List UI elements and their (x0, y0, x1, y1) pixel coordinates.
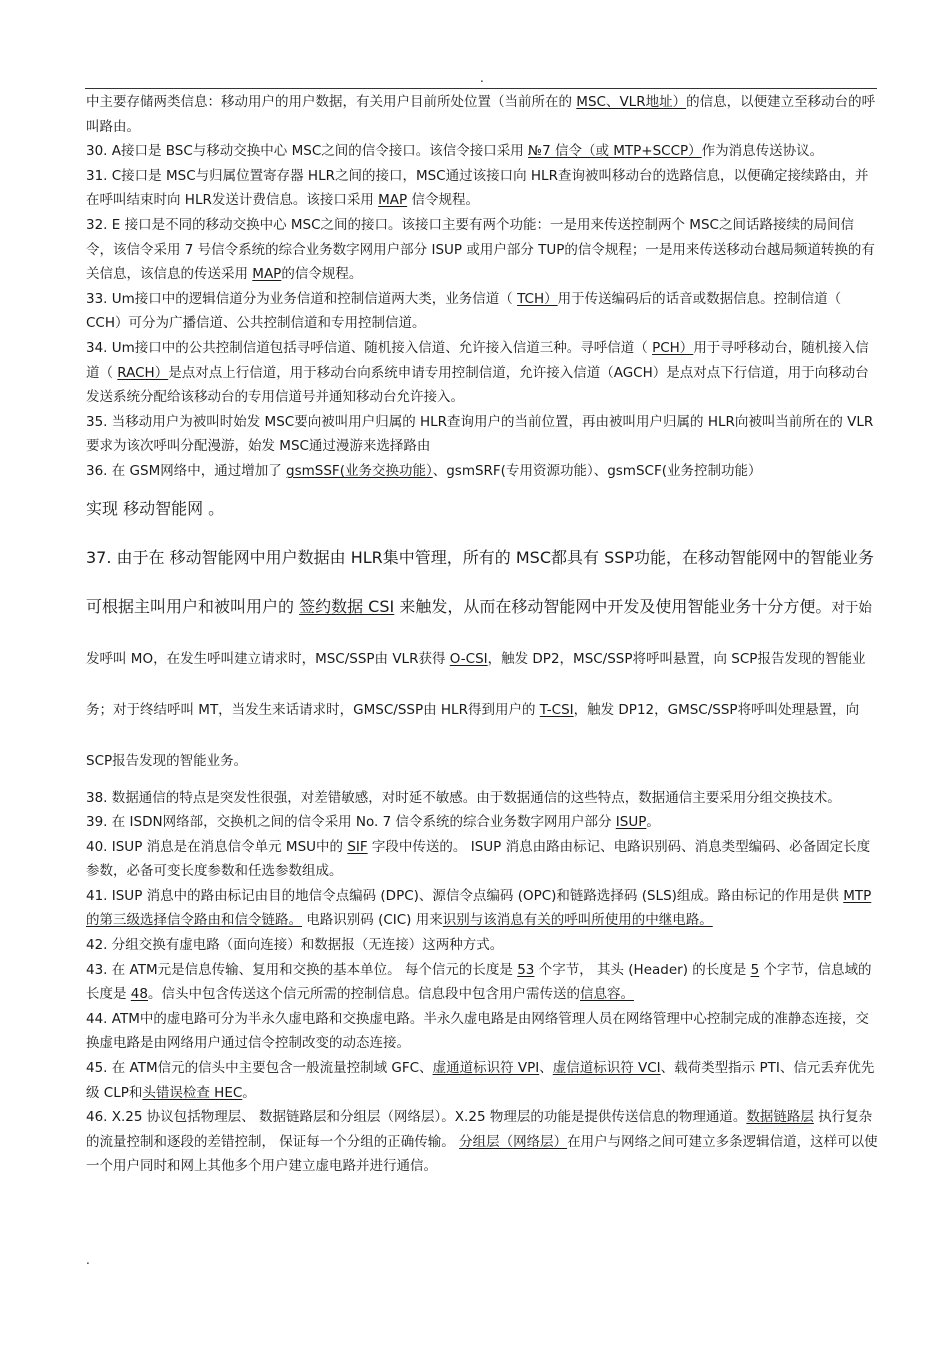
text-run: 个字节，信息域的长度是 (86, 961, 872, 1003)
text-run: 、载荷类型指示 PTI、信元丢弃优先级 CLP和 (86, 1060, 875, 1101)
text-run: 是点对点上行信道，用于移动台向系统申请专用控制信道，允许接入信道（AGCH）是点对点下行信道，用于向移动台发送系统分配给该移动台的专用信道号并通知移动台允许接入。 (86, 364, 869, 406)
text-run: 作为消息传送协议。 (701, 143, 824, 160)
paragraph (86, 139, 878, 164)
text-run: 33. Um接口中的逻辑信道分为业务信道和控制信道两大类，业务信道（ (86, 290, 518, 307)
answer-underlined: MAP (252, 266, 282, 283)
text-run: 个字节， 其头 (Header) 的长度是 (534, 961, 751, 978)
paragraph (86, 933, 878, 958)
answer-underlined: SIF (347, 838, 368, 855)
answer-underlined: PCH） (652, 339, 694, 356)
text-run: 46. X.25 协议包括物理层、 数据链路层和分组层（网络层）。X.25 物理层的功能是提供传送信息的物理通道。 (86, 1109, 747, 1126)
text-run: ，触发 DP2，MSC/SSP将呼叫悬置，向 SCP报告发现的智能业务；对于终结呼叫 MT，当发生来话请求时，GMSC/SSP由 HLR得到用户的 (86, 650, 866, 718)
answer-underlined: MSC、VLR地址） (576, 94, 687, 110)
text-run: 的信令规程。 (281, 266, 363, 283)
text-run: 的信息，以便建立至移动台的呼叫路由。 (86, 94, 876, 135)
text-run: 、gsmSRF(专用资源功能）、gsmSCF(业务控制功能） (432, 462, 762, 479)
text-run: 。信头中包含传送这个信元所需的控制信息。信息段中包含用户需传送的 (147, 986, 580, 1003)
text-run: 字段中传送的。 ISUP 消息由路由标记、电路识别码、消息类型编码、必备固定长度参数，必备可变长度参数和任选参数组成。 (86, 838, 871, 880)
answer-underlined: 48 (130, 986, 148, 1003)
text-run: 对于始发呼叫 MO，在发生呼叫建立请求时，MSC/SSP由 VLR获得 (86, 599, 872, 667)
answer-underlined: MAP (378, 192, 408, 209)
answer-underlined: MTP的第三级选择信令路由和信令链路。 (86, 887, 872, 929)
text-run: 在用户与网络之间可建立多条逻辑信道，这样可以使一个用户同时和网上其他多个用户建立虚电路并进行通信。 (86, 1133, 878, 1175)
text-run: 42. 分组交换有虚电路（面向连接）和数据报（无连接）这两种方式。 (86, 937, 504, 954)
text-run: 32. E 接口是不同的移动交换中心 MSC之间的接口。该接口主要有两个功能：一是用来传送控制两个 MSC之间话路接续的局间信令，该信令采用 7 号信令系统的综合业务数字网用户部分 ISUP 或用户部分 TUP的信令规程；一是用来传送移动台越局频道转换的有关信息，该信息的传送采用 (86, 216, 875, 283)
answer-underlined: 头错误检查 HEC (142, 1084, 243, 1101)
text-run: 中主要存储两类信息：移动用户的用户数据，有关用户目前所处位置（当前所在的 (86, 94, 577, 110)
paragraph (86, 884, 878, 933)
text-run: 实现 移动智能网 。 (86, 498, 225, 518)
text-run: 35. 当移动用户为被叫时始发 MSC要向被叫用户归属的 HLR查询用户的当前位置，再由被叫用户归属的 HLR向被叫当前所在的 VLR要求为该次呼叫分配漫游，始发 MSC通过漫游来选择路由 (86, 413, 874, 455)
text-run: 、 (539, 1060, 553, 1077)
paragraph (86, 786, 878, 811)
header-rule (85, 88, 877, 89)
answer-underlined: gsmSSF(业务交换功能） (286, 462, 433, 479)
answer-underlined: 识别与该消息有关的呼叫所使用的中继电路。 (442, 912, 713, 929)
text-run: ，触发 DP12，GMSC/SSP将呼叫处理悬置，向 SCP报告发现的智能业务。 (86, 701, 860, 769)
text-run: 43. 在 ATM元是信息传输、复用和交换的基本单位。 每个信元的长度是 (86, 961, 518, 978)
text-run: 执行复杂的流量控制和逐段的差错控制， 保证每一个分组的正确传输。 (86, 1109, 873, 1150)
text-run: 。 (646, 814, 660, 831)
text-run: 。 (242, 1084, 256, 1101)
header-dot: . (480, 71, 484, 85)
paragraph (86, 835, 878, 884)
answer-underlined: RACH） (117, 364, 169, 381)
text-run: 41. ISUP 消息中的路由标记由目的地信令点编码 (DPC)、源信令点编码 (OPC)和链路选择码 (SLS)组成。路由标记的作用是供 (86, 887, 844, 904)
answer-underlined: 信息容。 (579, 986, 634, 1003)
answer-underlined: 数据链路层 (746, 1109, 814, 1126)
text-run: 40. ISUP 消息是在消息信令单元 MSU中的 (86, 838, 348, 855)
text-run: 来触发，从而在移动智能网中开发及使用智能业务十分方便。 (394, 596, 832, 616)
footer-dot: . (86, 1253, 90, 1267)
paragraph (86, 410, 878, 459)
text-run: 用于寻呼移动台，随机接入信道（ (86, 339, 869, 381)
text-run: 34. Um接口中的公共控制信道包括寻呼信道、随机接入信道、允许接入信道三种。寻呼信道（ (86, 339, 653, 356)
paragraph (86, 164, 878, 213)
text-run: 45. 在 ATM信元的信头中主要包含一般流量控制域 GFC、 (86, 1060, 433, 1077)
paragraph (86, 213, 878, 287)
answer-underlined: ISUP (615, 814, 647, 831)
paragraph (86, 484, 878, 533)
paragraph (86, 336, 878, 410)
text-run: 用于传送编码后的话音或数据信息。控制信道（ CCH）可分为广播信道、公共控制信道和专用控制信道。 (86, 290, 842, 332)
answer-underlined: TCH） (517, 290, 558, 307)
text-run: 31. C接口是 MSC与归属位置寄存器 HLR之间的接口，MSC通过该接口向 HLR查询被叫移动台的选路信息，以便确定接续路由，并在呼叫结束时向 HLR发送计费信息。该接口采用 (86, 167, 869, 209)
paragraph (86, 287, 878, 336)
paragraph (86, 958, 878, 1007)
answer-underlined: T-CSI (539, 701, 574, 718)
paragraph (86, 1056, 878, 1105)
paragraph (86, 90, 878, 139)
answer-underlined: 虚信道标识符 VCI (552, 1060, 661, 1077)
text-run: 36. 在 GSM网络中，通过增加了 (86, 462, 287, 479)
answer-underlined: 5 (750, 961, 760, 978)
answer-underlined: 虚通道标识符 VPI (432, 1060, 540, 1077)
answer-underlined: №7 信令（或 MTP+SCCP） (528, 143, 702, 160)
text-run: 44. ATM中的虚电路可分为半永久虚电路和交换虚电路。半永久虚电路是由网络管理人员在网络管理中心控制完成的准静态连接，交换虚电路是由网络用户通过信令控制改变的动态连接。 (86, 1010, 869, 1052)
text-run: 电路识别码 (CIC) 用来 (302, 912, 443, 929)
answer-underlined: O-CSI (449, 650, 488, 667)
document-body (86, 90, 878, 1179)
text-run: 信令规程。 (407, 192, 479, 209)
answer-underlined: 分组层（网络层） (459, 1133, 568, 1150)
text-run: 37. 由于在 移动智能网中用户数据由 HLR集中管理，所有的 MSC都具有 SSP功能，在移动智能网中的智能业务可根据主叫用户和被叫用户的 (86, 547, 875, 616)
answer-underlined: 签约数据 CSI (299, 596, 395, 616)
paragraph (86, 1105, 878, 1179)
paragraph (86, 1007, 878, 1056)
paragraph (86, 459, 878, 484)
answer-underlined: 53 (517, 961, 535, 978)
text-run: 38. 数据通信的特点是突发性很强，对差错敏感，对时延不敏感。由于数据通信的这些特点，数据通信主要采用分组交换技术。 (86, 789, 841, 806)
paragraph (86, 533, 878, 786)
text-run: 39. 在 ISDN网络部，交换机之间的信令采用 No. 7 信令系统的综合业务数字网用户部分 (86, 814, 616, 831)
paragraph (86, 810, 878, 835)
text-run: 30. A接口是 BSC与移动交换中心 MSC之间的信令接口。该信令接口采用 (86, 143, 529, 160)
